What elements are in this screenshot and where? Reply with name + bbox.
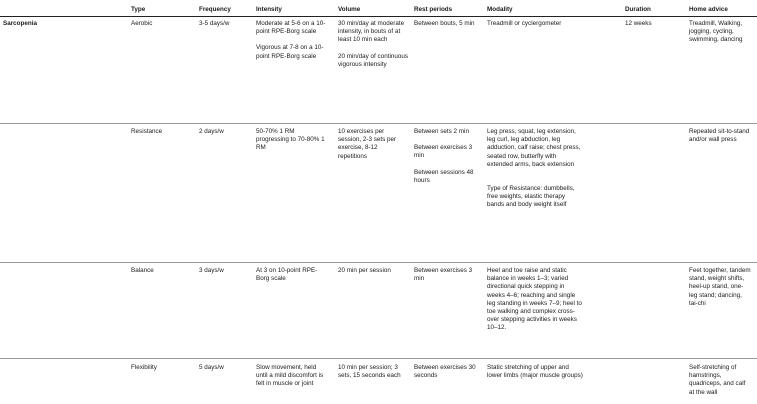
row-divider — [0, 262, 757, 263]
header-home-advice: Home advice — [689, 6, 728, 13]
resistance-type: Resistance — [131, 128, 163, 135]
balance-volume-item: 20 min per session — [338, 267, 391, 274]
balance-home-advice: Feet together, tandem stand, weight shifts, heel-up stand, one-leg stand; dancing, tai-chi — [689, 267, 751, 307]
aerobic-volume-vigorous: 20 min/day of continuous vigorous intensity — [338, 52, 409, 68]
balance-modality-item: Heel and toe raise and static balance in weeks 1–3; varied directional quick stepping in weeks 4–6; reaching and single leg standing in weeks 7–9; heel to toe walking and complex cross-over stepping activities in weeks 10–12. — [487, 267, 582, 332]
table-row-resistance — [0, 128, 757, 258]
header-rest-periods: Rest periods — [414, 6, 453, 13]
aerobic-volume-moderate: 30 min/day at moderate intensity, in bouts of at least 10 min each — [338, 20, 405, 44]
aerobic-frequency: 3-5 days/w — [199, 20, 230, 27]
aerobic-modality-item: Treadmill or cyclergometer — [487, 20, 562, 27]
resistance-modality-type: Type of Resistance: dumbbells, free weights, elastic therapy bands and body weight itself — [487, 185, 575, 209]
flexibility-type: Flexibility — [131, 364, 157, 371]
balance-rest — [414, 267, 482, 283]
aerobic-intensity-vigorous: Vigorous at 7-8 on a 10-point RPE-Borg scale — [256, 44, 324, 60]
resistance-frequency: 2 days/w — [199, 128, 224, 135]
resistance-volume — [338, 128, 408, 161]
balance-intensity — [256, 267, 330, 283]
flexibility-intensity — [256, 364, 328, 389]
resistance-rest — [414, 128, 482, 185]
table-row-balance — [0, 267, 757, 347]
resistance-home-advice: Repeated sit-to-stand and/or wall press — [689, 128, 750, 144]
resistance-rest-sets: Between sets 2 min — [414, 128, 469, 135]
flexibility-intensity-item: Slow movement, held until a mild discomfort is felt in muscle or joint — [256, 364, 324, 388]
header-modality: Modality — [487, 6, 513, 13]
row-divider — [0, 123, 757, 124]
balance-volume — [338, 267, 408, 275]
flexibility-modality — [487, 364, 583, 380]
flexibility-rest — [414, 364, 482, 380]
header-frequency: Frequency — [199, 6, 231, 13]
resistance-rest-sessions: Between sessions 48 hours — [414, 168, 474, 184]
table-row-aerobic — [0, 20, 757, 120]
balance-intensity-item: At 3 on 10-point RPE-Borg scale — [256, 267, 318, 283]
aerobic-rest — [414, 20, 482, 28]
aerobic-type: Aerobic — [131, 20, 153, 27]
balance-frequency: 3 days/w — [199, 267, 224, 274]
header-volume: Volume — [338, 6, 361, 13]
row-divider — [0, 358, 757, 359]
flexibility-rest-item: Between exercises 30 seconds — [414, 364, 476, 380]
flexibility-volume — [338, 364, 408, 380]
flexibility-frequency: 5 days/w — [199, 364, 224, 371]
table-row-flexibility — [0, 364, 757, 404]
resistance-modality-exercises: Leg press, squat, leg extension, leg curl, leg abduction, leg adduction, calf raise; chest press, seated row, butterfly with extended arms, back extension — [487, 128, 581, 168]
balance-type: Balance — [131, 267, 154, 274]
resistance-rest-exercises: Between exercises 3 min — [414, 144, 473, 160]
aerobic-home-advice: Treadmill, Walking, jogging, cycling, swimming, dancing — [689, 20, 743, 44]
flexibility-home-advice: Self-stretching of hamstrings, quadriceps, and calf at the wall — [689, 364, 746, 396]
flexibility-modality-item: Static stretching of upper and lower limbs (major muscle groups) — [487, 364, 583, 380]
balance-rest-item: Between exercises 3 min — [414, 267, 473, 283]
resistance-intensity-item: 50-70% 1 RM progressing to 70-80% 1 RM — [256, 128, 325, 152]
resistance-intensity — [256, 128, 328, 153]
aerobic-rest-item: Between bouts, 5 min — [414, 20, 475, 27]
resistance-volume-item: 10 exercises per session, 2-3 sets per exercise, 8-12 repetitions — [338, 128, 397, 160]
header-duration: Duration — [625, 6, 651, 13]
flexibility-volume-item: 10 min per session; 3 sets, 15 seconds each — [338, 364, 401, 380]
header-type: Type — [131, 6, 146, 13]
aerobic-intensity-moderate: Moderate at 5-6 on a 10-point RPE-Borg scale — [256, 20, 326, 36]
table-header-row — [0, 3, 757, 17]
aerobic-intensity — [256, 20, 330, 61]
aerobic-modality — [487, 20, 617, 28]
resistance-modality — [487, 128, 583, 210]
aerobic-volume — [338, 20, 408, 69]
header-intensity: Intensity — [256, 6, 282, 13]
condition-label: Sarcopenia — [3, 20, 37, 27]
balance-modality — [487, 267, 583, 333]
aerobic-duration: 12 weeks — [625, 20, 652, 27]
